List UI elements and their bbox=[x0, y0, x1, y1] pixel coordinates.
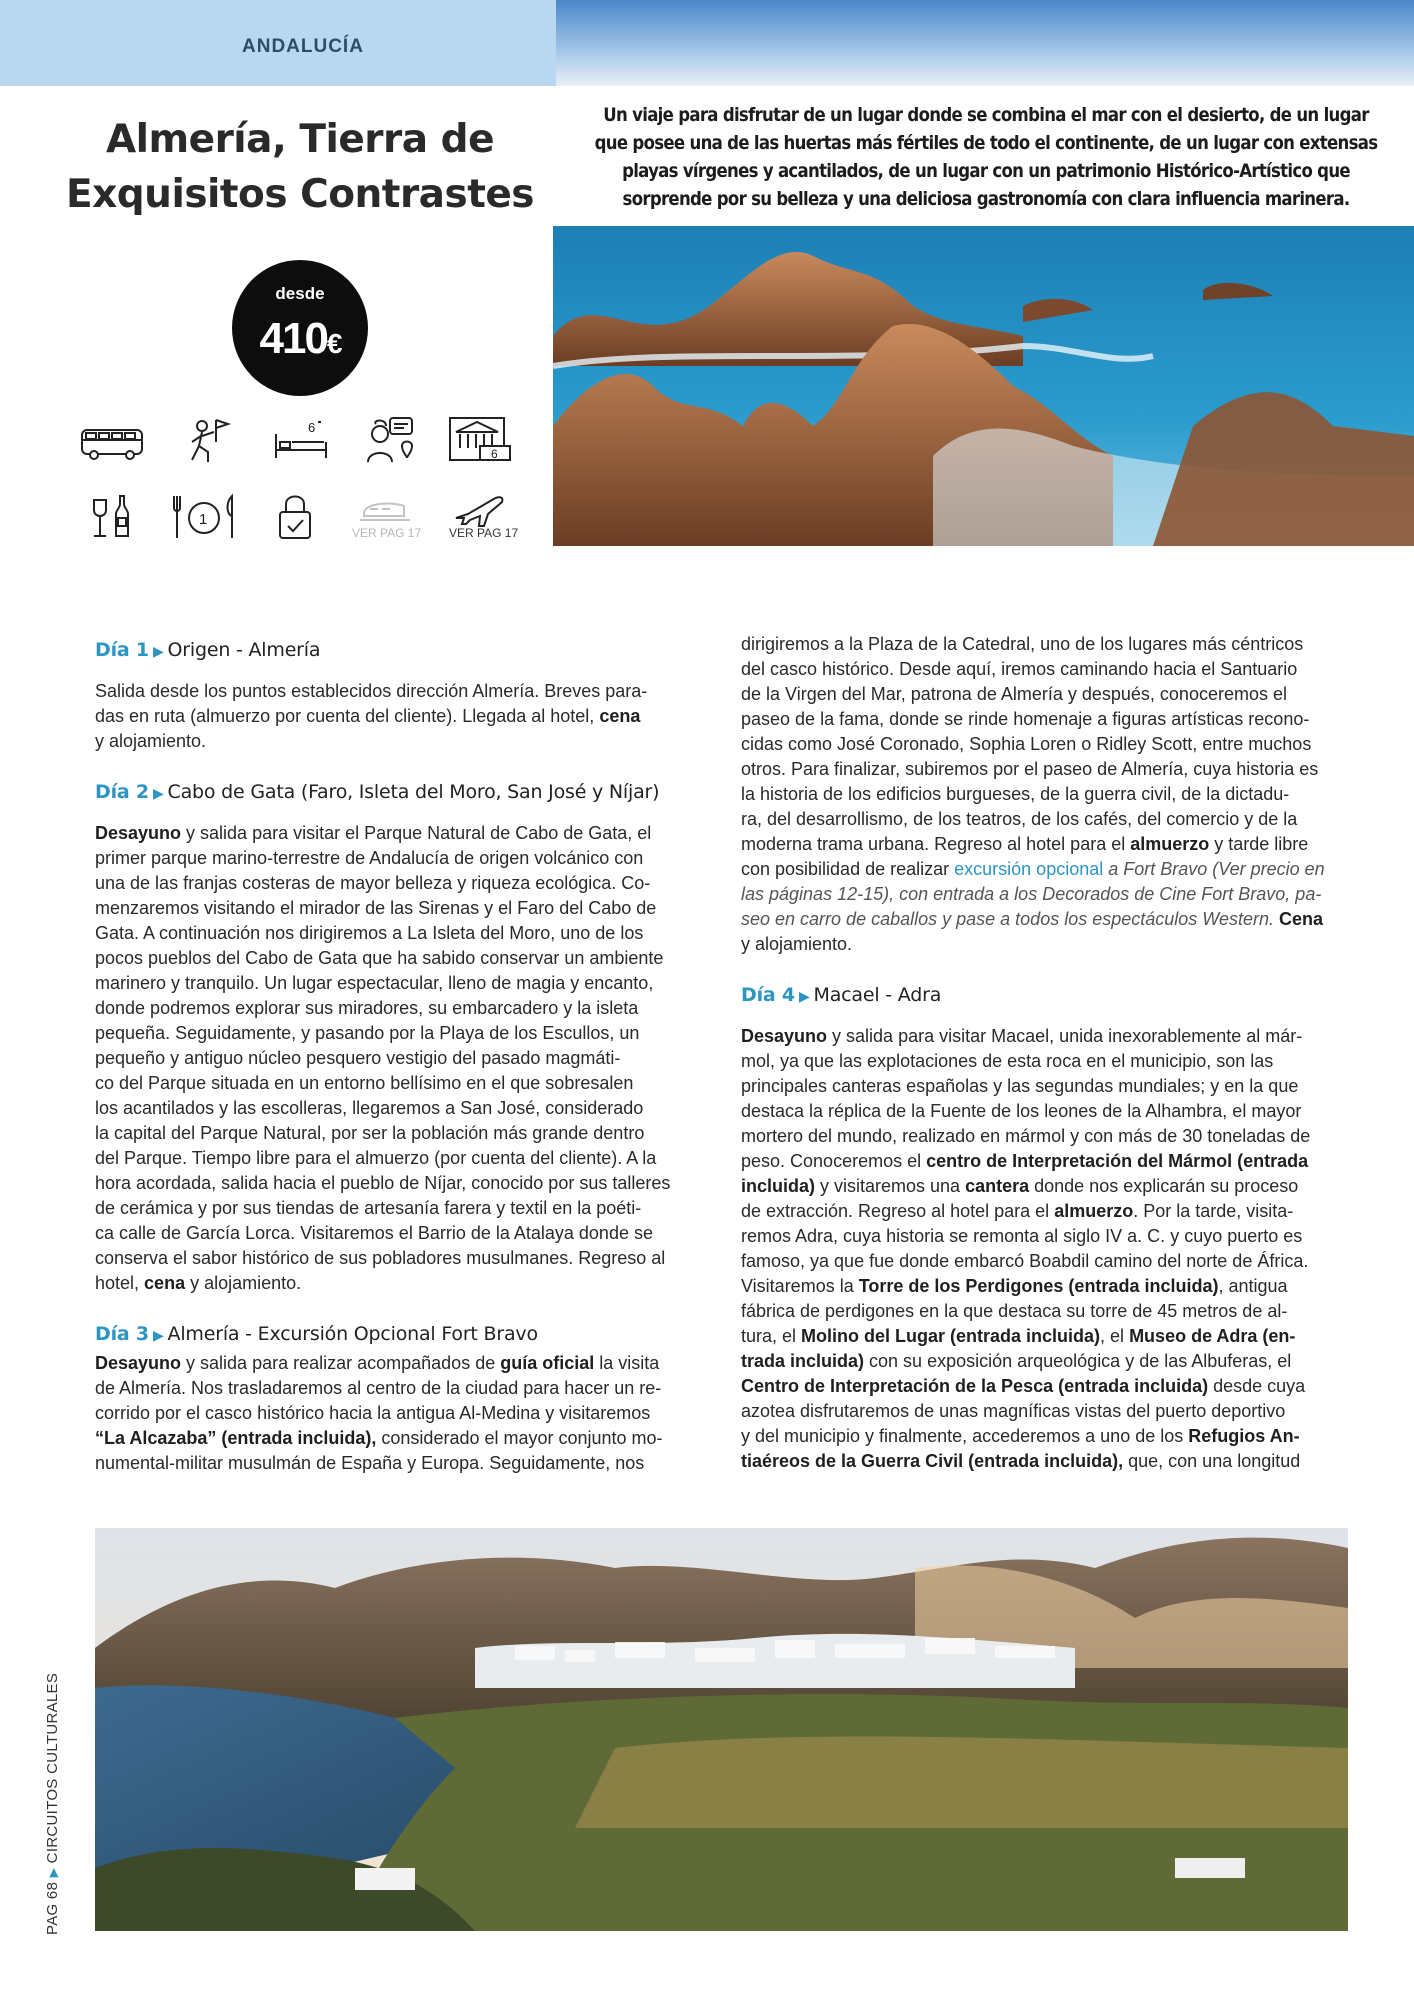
hotel-bed-icon bbox=[268, 412, 342, 472]
italic-text: las páginas 12-15), con entrada a los Decorados de Cine Fort Bravo, pa- bbox=[741, 884, 1322, 904]
bold-text: almuerzo bbox=[1054, 1201, 1134, 1221]
price-badge bbox=[232, 260, 368, 396]
text-line: de la Virgen del Mar, patrona de Almería y después, conoceremos el bbox=[741, 684, 1287, 704]
bold-text: cantera bbox=[965, 1176, 1030, 1196]
chevron-right-icon: ▶ bbox=[152, 786, 164, 802]
text-line: cidas como José Coronado, Sophia Loren o Ridley Scott, entre muchos bbox=[741, 734, 1312, 754]
day-3-continued-end bbox=[741, 832, 1347, 957]
text-line: otros. Para finalizar, subiremos por el paseo de Almería, cuya historia es bbox=[741, 759, 1319, 779]
text-line: conserva el sabor histórico de sus pobladores musulmanes. Regreso al bbox=[95, 1248, 666, 1268]
right-column bbox=[741, 632, 1347, 1474]
text-line: remos Adra, cuya historia se remonta al siglo IV a. C. y cuyo puerto es bbox=[741, 1226, 1303, 1246]
text-line: y alojamiento. bbox=[185, 1273, 302, 1293]
day-3-text bbox=[95, 1351, 701, 1476]
text-line: la visita bbox=[594, 1353, 660, 1373]
text-line: numental-militar musulmán de España y Europa. Seguidamente, nos bbox=[95, 1453, 645, 1473]
day-2-number: Día 2 bbox=[95, 781, 149, 803]
bold-text: Refugios An- bbox=[1188, 1426, 1300, 1446]
day-1-heading bbox=[95, 638, 701, 665]
text-line: donde nos explicarán su proceso bbox=[1029, 1176, 1299, 1196]
intro-line: que posee una de las huertas más fértiles de todo el continente, de un lugar con extensas bbox=[594, 133, 1378, 154]
text-line: ra, del desarrollismo, de los teatros, de los cafés, del comercio y de la bbox=[741, 809, 1298, 829]
day-3-title: Almería - Excursión Opcional Fort Bravo bbox=[167, 1323, 538, 1345]
text-line: y salida para visitar el Parque Natural de Cabo de Gata, el bbox=[181, 823, 652, 843]
bold-text: Cena bbox=[1278, 909, 1323, 929]
day-3-continued-text bbox=[741, 632, 1347, 832]
text-line: con posibilidad de realizar bbox=[741, 859, 955, 879]
text-line: de Almería. Nos trasladaremos al centro de la ciudad para hacer un re- bbox=[95, 1378, 662, 1398]
bold-text: tiaéreos de la Guerra Civil (entrada incluida), bbox=[741, 1451, 1124, 1471]
text-line: co del Parque situada en un entorno bellísimo en el que sobresalen bbox=[95, 1073, 634, 1093]
cliffs-photo bbox=[553, 226, 1414, 546]
day-3-heading bbox=[95, 1322, 701, 1349]
text-line: primer parque marino-terrestre de Andalucía de origen volcánico con bbox=[95, 848, 644, 868]
train-caption: VER PAG 17 bbox=[352, 526, 422, 540]
ticket-number: 6 bbox=[491, 447, 498, 461]
text-line: , el bbox=[1100, 1326, 1130, 1346]
text-line: de extracción. Regreso al hotel para el bbox=[741, 1201, 1055, 1221]
day-4-title: Macael - Adra bbox=[813, 984, 942, 1006]
text-line: moderna trama urbana. Regreso al hotel para el bbox=[741, 834, 1131, 854]
bold-text: trada incluida) bbox=[741, 1351, 865, 1371]
region-band bbox=[0, 0, 556, 86]
text-line: mortero del mundo, realizado en mármol y con más de 30 toneladas de bbox=[741, 1126, 1311, 1146]
bold-text: “La Alcazaba” (entrada incluida), bbox=[95, 1428, 377, 1448]
intro-line: playas vírgenes y acantilados, de un lugar con un patrimonio Histórico-Artístico que bbox=[622, 161, 1350, 182]
bold-text: incluida) bbox=[741, 1176, 816, 1196]
text-line: fábrica de perdigones en la que destaca su torre de 45 metros de al- bbox=[741, 1301, 1288, 1321]
price-value bbox=[232, 314, 368, 364]
plane-caption: VER PAG 17 bbox=[449, 526, 519, 540]
intro-line: sorprende por su belleza y una deliciosa gastronomía con clara influencia marinera. bbox=[622, 189, 1350, 210]
bold-text: Desayuno bbox=[741, 1026, 828, 1046]
title-line: Exquisitos Contrastes bbox=[65, 172, 535, 217]
day-2-title: Cabo de Gata (Faro, Isleta del Moro, San José y Níjar) bbox=[167, 781, 660, 803]
text-line: con su exposición arqueológica y de las Albuferas, el bbox=[864, 1351, 1292, 1371]
text-line: una de las franjas costeras de mayor belleza y riqueza ecológica. Co- bbox=[95, 873, 651, 893]
bold-text: Desayuno bbox=[95, 823, 182, 843]
bold-text: almuerzo bbox=[1130, 834, 1210, 854]
text-line: principales canteras españolas y las segundas mundiales; y en la que bbox=[741, 1076, 1299, 1096]
price-amount: 410 bbox=[259, 314, 327, 363]
text-line: y del municipio y finalmente, accederemos a uno de los bbox=[741, 1426, 1189, 1446]
text-line: y visitaremos una bbox=[815, 1176, 966, 1196]
page-title bbox=[40, 112, 560, 222]
text-line: dirigiremos a la Plaza de la Catedral, uno de los lugares más céntricos bbox=[741, 634, 1304, 654]
text-line: hora acordada, salida hacia el pueblo de Níjar, conocido por sus talleres bbox=[95, 1173, 671, 1193]
bus-icon bbox=[76, 412, 150, 472]
header-sky-photo bbox=[556, 0, 1414, 86]
text-line: del casco histórico. Desde aquí, iremos caminando hacia el Santuario bbox=[741, 659, 1298, 679]
insurance-lock-icon bbox=[262, 488, 336, 548]
text-line: corrido por el casco histórico hacia la antigua Al-Medina y visitaremos bbox=[95, 1403, 651, 1423]
text-line: ca calle de García Lorca. Visitaremos el Barrio de la Atalaya donde se bbox=[95, 1223, 653, 1243]
bold-text: cena bbox=[144, 1273, 186, 1293]
text-line: peso. Conoceremos el bbox=[741, 1151, 927, 1171]
text-line: mol, ya que las explotaciones de esta roca en el municipio, son las bbox=[741, 1051, 1274, 1071]
text-line: pequeña. Seguidamente, y pasando por la Playa de los Escullos, un bbox=[95, 1023, 640, 1043]
chevron-right-icon: ▶ bbox=[798, 989, 810, 1005]
text-line: de cerámica y por sus tiendas de artesanía farera y textil en la poéti- bbox=[95, 1198, 642, 1218]
text-line: la capital del Parque Natural, por ser la población más grande dentro bbox=[95, 1123, 645, 1143]
text-line: Salida desde los puntos establecidos dirección Almería. Breves para- bbox=[95, 681, 648, 701]
bold-text: centro de Interpretación del Mármol (entrada bbox=[926, 1151, 1309, 1171]
text-line: la historia de los edificios burgueses, de la guerra civil, de la dictadu- bbox=[741, 784, 1290, 804]
day-4-number: Día 4 bbox=[741, 984, 795, 1006]
text-line: los acantilados y las escolleras, llegaremos a San José, considerado bbox=[95, 1098, 644, 1118]
text-line: paseo de la fama, donde se rinde homenaje a figuras artísticas recono- bbox=[741, 709, 1310, 729]
italic-text: a Fort Bravo (Ver precio en bbox=[1103, 859, 1325, 879]
day-4-text bbox=[741, 1024, 1347, 1474]
text-line: , antigua bbox=[1218, 1276, 1288, 1296]
text-line: famoso, ya que fue donde embarcó Boabdil camino del norte de África. bbox=[741, 1251, 1309, 1271]
optional-excursion-link[interactable]: excursión opcional bbox=[954, 859, 1104, 879]
bold-text: Torre de los Perdigones (entrada incluida) bbox=[858, 1276, 1219, 1296]
chevron-right-icon: ▶ bbox=[46, 1867, 60, 1878]
intro-text bbox=[566, 102, 1406, 214]
text-line: menzaremos visitando el mirador de las Sirenas y el Faro del Cabo de bbox=[95, 898, 657, 918]
text-line: destaca la réplica de la Fuente de los leones de la Alhambra, el mayor bbox=[741, 1101, 1302, 1121]
text-line: que, con una longitud bbox=[1123, 1451, 1301, 1471]
intro-line: Un viaje para disfrutar de un lugar donde se combina el mar con el desierto, de un lugar bbox=[603, 105, 1369, 126]
day-2-text bbox=[95, 821, 701, 1296]
text-line: Visitaremos la bbox=[741, 1276, 859, 1296]
text-line: . Por la tarde, visita- bbox=[1133, 1201, 1294, 1221]
price-currency: € bbox=[326, 328, 341, 359]
text-line: Gata. A continuación nos dirigiremos a La Isleta del Moro, uno de los bbox=[95, 923, 644, 943]
day-1-title: Origen - Almería bbox=[167, 639, 321, 661]
text-line: del Parque. Tiempo libre para el almuerzo (por cuenta del cliente). A la bbox=[95, 1148, 657, 1168]
left-column bbox=[95, 638, 701, 1476]
price-from-label: desde bbox=[275, 284, 325, 303]
wine-icon bbox=[76, 490, 150, 550]
text-line: donde podremos explorar sus miradores, su embarcadero y la isleta bbox=[95, 998, 639, 1018]
title-line: Almería, Tierra de bbox=[105, 117, 495, 162]
text-line: y salida para visitar Macael, unida inexorablemente al már- bbox=[827, 1026, 1303, 1046]
bold-text: cena bbox=[599, 706, 641, 726]
guide-flag-icon bbox=[172, 412, 246, 472]
day-1-text bbox=[95, 679, 701, 754]
text-line: y tarde libre bbox=[1209, 834, 1309, 854]
village-photo bbox=[95, 1528, 1348, 1931]
text-line: tura, el bbox=[741, 1326, 802, 1346]
monument-ticket-icon bbox=[446, 410, 520, 470]
text-line: desde cuya bbox=[1208, 1376, 1306, 1396]
day-4-heading bbox=[741, 983, 1347, 1010]
day-3-number: Día 3 bbox=[95, 1323, 149, 1345]
text-line: marinero y tranquilo. Un lugar espectacular, lleno de magia y encanto, bbox=[95, 973, 654, 993]
text-line: considerado el mayor conjunto mo- bbox=[376, 1428, 663, 1448]
meal-number: 1 bbox=[199, 511, 208, 528]
text-line: y salida para realizar acompañados de bbox=[181, 1353, 501, 1373]
region-label: ANDALUCÍA bbox=[242, 36, 364, 57]
text-line: hotel, bbox=[95, 1273, 145, 1293]
bed-nights-number: 6 bbox=[308, 420, 316, 435]
bold-text: Centro de Interpretación de la Pesca (entrada incluida) bbox=[741, 1376, 1209, 1396]
text-line: y alojamiento. bbox=[741, 934, 853, 954]
local-guide-icon bbox=[356, 412, 430, 472]
text-line: pequeño y antiguo núcleo pesquero vestigio del pasado magmáti- bbox=[95, 1048, 621, 1068]
text-line: das en ruta (almuerzo por cuenta del cliente). Llegada al hotel, bbox=[95, 706, 600, 726]
page-number: PAG 68 bbox=[44, 1881, 61, 1935]
bold-text: Museo de Adra (en- bbox=[1129, 1326, 1296, 1346]
section-name: CIRCUITOS CULTURALES bbox=[44, 1672, 61, 1864]
chevron-right-icon: ▶ bbox=[152, 1328, 164, 1344]
text-line: y alojamiento. bbox=[95, 731, 207, 751]
page-footer bbox=[44, 1673, 61, 1935]
day-2-heading bbox=[95, 780, 701, 807]
chevron-right-icon: ▶ bbox=[152, 644, 164, 660]
bold-text: Desayuno bbox=[95, 1353, 182, 1373]
text-line: pocos pueblos del Cabo de Gata que ha sabido conservar un ambiente bbox=[95, 948, 664, 968]
bold-text: guía oficial bbox=[500, 1353, 595, 1373]
text-line: azotea disfrutaremos de unas magníficas vistas del puerto deportivo bbox=[741, 1401, 1286, 1421]
italic-text: seo en carro de caballos y pase a todos los espectáculos Western. bbox=[741, 909, 1274, 929]
bold-text: Molino del Lugar (entrada incluida) bbox=[801, 1326, 1101, 1346]
meal-plate-icon bbox=[168, 488, 242, 548]
day-1-number: Día 1 bbox=[95, 639, 149, 661]
